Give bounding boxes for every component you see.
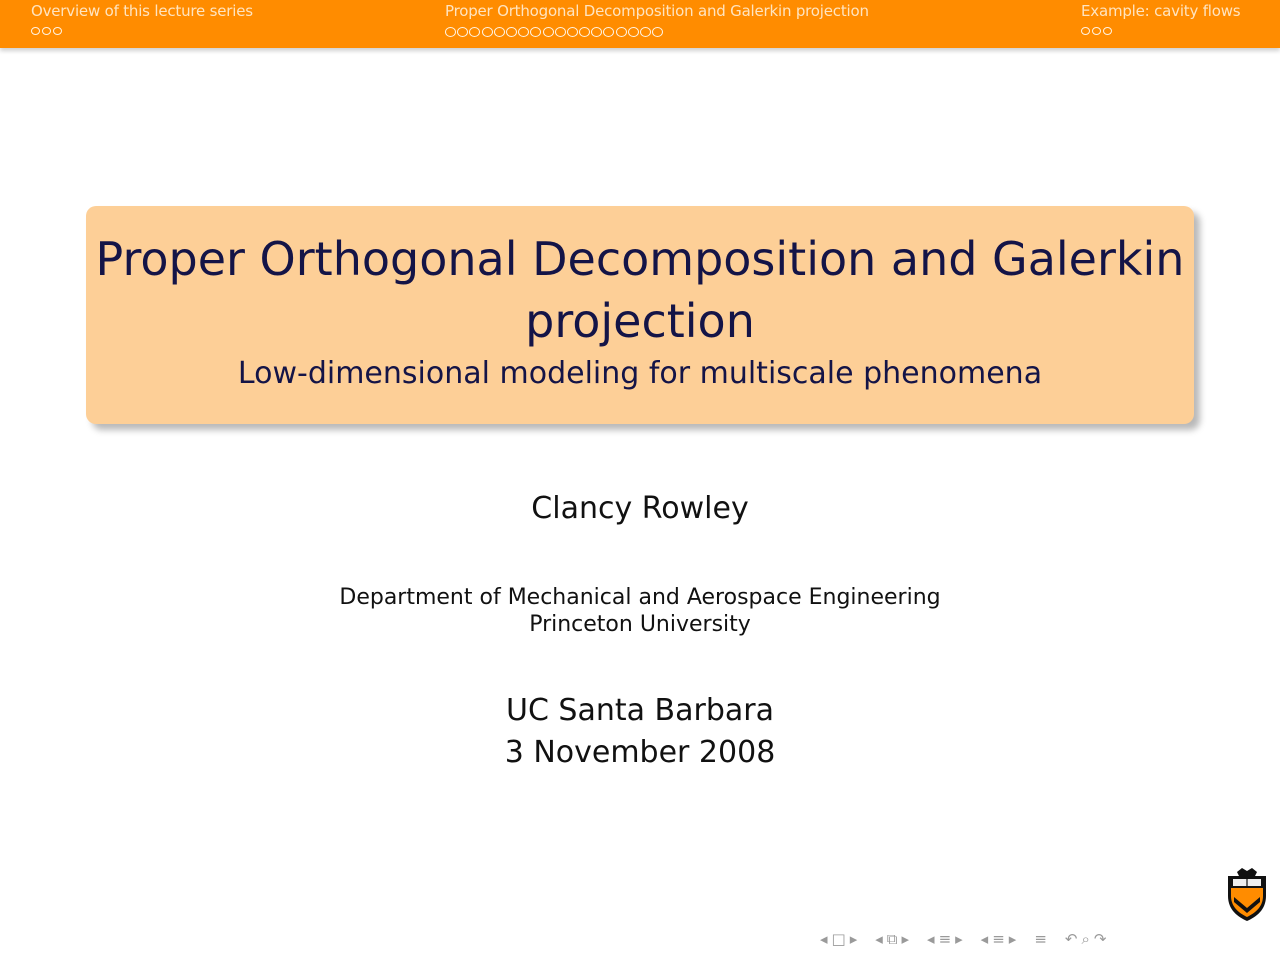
- slide-dot[interactable]: [518, 27, 529, 37]
- document-icon[interactable]: ≡: [992, 930, 1005, 948]
- nav-section-title[interactable]: Overview of this lecture series: [31, 2, 253, 20]
- subsection-prev-arrow-icon[interactable]: ◂: [875, 930, 883, 948]
- nav-section-overview[interactable]: [31, 2, 253, 35]
- doc-prev-arrow-icon[interactable]: ◂: [980, 930, 989, 948]
- slide-dot[interactable]: [482, 27, 493, 37]
- slide-dot[interactable]: [506, 27, 517, 37]
- slide-dot[interactable]: [603, 27, 614, 37]
- slide-dot[interactable]: [616, 27, 627, 37]
- event-info: [0, 690, 1280, 774]
- nav-slide-dots: [445, 27, 869, 37]
- presentation-title-line2: projection: [525, 294, 755, 348]
- slide-dot[interactable]: [591, 27, 602, 37]
- frame-icon[interactable]: □: [831, 930, 846, 948]
- frame-next-arrow-icon[interactable]: ▸: [849, 930, 858, 948]
- nav-section-title[interactable]: Example: cavity flows: [1081, 2, 1241, 20]
- slide-dot[interactable]: [53, 27, 62, 35]
- header-nav-bar: [0, 0, 1280, 48]
- subsection-next-arrow-icon[interactable]: ▸: [901, 930, 910, 948]
- slide-dot[interactable]: [579, 27, 590, 37]
- slide-dot[interactable]: [628, 27, 639, 37]
- slide-dot[interactable]: [31, 27, 40, 35]
- presentation-subtitle: Low-dimensional modeling for multiscale phenomena: [237, 356, 1043, 391]
- slide-dot[interactable]: [1103, 27, 1112, 35]
- slide-dot[interactable]: [543, 27, 554, 37]
- nav-section-title[interactable]: Proper Orthogonal Decomposition and Galerkin projection: [445, 2, 869, 20]
- appendix-icon[interactable]: ≡: [1034, 930, 1047, 948]
- institute: [0, 584, 1280, 638]
- event-venue: UC Santa Barbara: [505, 693, 774, 728]
- institute-university: Princeton University: [529, 612, 751, 637]
- nav-slide-dots: [1081, 27, 1240, 35]
- section-prev-arrow-icon[interactable]: ◂: [927, 930, 935, 948]
- slide-dot[interactable]: [457, 27, 468, 37]
- beamer-navigation-symbols: [820, 928, 1106, 950]
- nav-section-cavity-flows[interactable]: [1081, 2, 1240, 35]
- slide-dot[interactable]: [640, 27, 651, 37]
- slide-dot[interactable]: [42, 27, 51, 35]
- section-icon[interactable]: ≡: [938, 930, 952, 948]
- slide-dot[interactable]: [469, 27, 480, 37]
- presentation-title-line1: Proper Orthogonal Decomposition and Galerkin: [95, 232, 1185, 286]
- slide-dot[interactable]: [652, 27, 663, 37]
- princeton-shield-icon: [1224, 866, 1270, 922]
- forward-icon[interactable]: ↷: [1093, 930, 1107, 948]
- author-name: Clancy Rowley: [531, 491, 749, 526]
- slide-dot[interactable]: [1092, 27, 1101, 35]
- slide-dot[interactable]: [1081, 27, 1090, 35]
- section-next-arrow-icon[interactable]: ▸: [955, 930, 963, 948]
- nav-slide-dots: [31, 27, 253, 35]
- institute-department: Department of Mechanical and Aerospace Engineering: [339, 585, 941, 610]
- nav-section-pod[interactable]: [445, 2, 869, 37]
- event-date: 3 November 2008: [504, 735, 776, 770]
- slide-dot[interactable]: [530, 27, 541, 37]
- search-icon[interactable]: ⌕: [1081, 930, 1090, 948]
- frame-prev-arrow-icon[interactable]: ◂: [820, 930, 828, 948]
- title-block: [86, 206, 1194, 424]
- subsection-icon[interactable]: ⧉: [886, 930, 898, 948]
- doc-next-arrow-icon[interactable]: ▸: [1008, 930, 1017, 948]
- slide-dot[interactable]: [445, 27, 456, 37]
- back-icon[interactable]: ↶: [1064, 930, 1078, 948]
- slide-dot[interactable]: [494, 27, 505, 37]
- slide-dot[interactable]: [567, 27, 578, 37]
- slide-dot[interactable]: [555, 27, 566, 37]
